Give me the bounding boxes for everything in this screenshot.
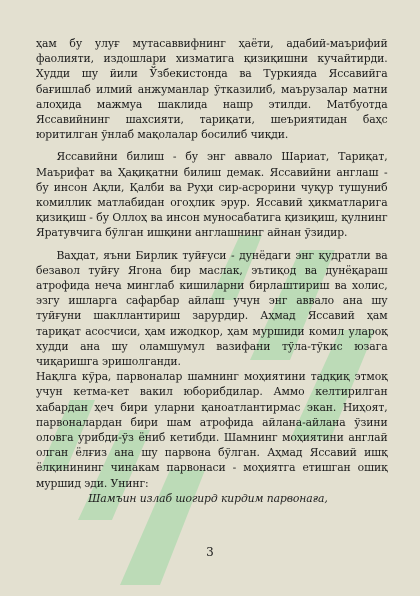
paragraph: ҳам бу улуғ мутасаввифнинг ҳаёти, адабий-маърифий фаолияти, издошлари хизматига қизиқишни кучайтирди. Худди шу йили Ўзбекистонда ва Туркияда Яссавийга бағишлаб илмий анжуманлар ўтказилиб, маърузалар матни алоҳида мажмуа шаклида нашр этилди. Матбуотда Яссавийнинг шахсияти, тариқати, шеъриятидан баҳс юритилган ўнлаб мақолалар босилиб чиқди.	[36, 36, 388, 142]
paragraph: Яссавийни билиш - бу энг аввало Шариат, Тариқат, Маърифат ва Ҳақиқатни билиш демак. Яссавийни англаш - бу инсон Ақли, Қалби ва Руҳи сир-асрорини чуқур тушуниб комиллик матлабидан огоҳлик эрур. Яссавий ҳикматларига қизиқиш - бу Оллоҳ ва инсон муносабатига қизиқиш, қулнинг Яратувчига бўлган ишқини англашнинг айнан ўзидир.	[36, 149, 388, 240]
page-number: 3	[206, 545, 214, 559]
paragraph: Ваҳдат, яъни Бирлик туйғуси - дунёдаги энг қудратли ва безавол туйғу Ягона бир маслак, эътиқод ва дунёқараш атрофида неча минглаб кишиларни бирлаштириш ва холис, эзгу ишларга сафарбар айлаш учун энг аввало ана шу туйғуни шакллантириш зарурдир. Аҳмад Яссавий ҳам тариқат асосчиси, ҳам ижодкор, ҳам муршиди комил улароқ худди ана шу оламшумул вазифани тўла-тўкис юзага чиқаришга эришолганди.	[36, 247, 388, 369]
text-body	[36, 36, 388, 513]
paragraph: Нақлга кўра, парвоналар шамнинг моҳиятини тадқиқ этмоқ учун кетма-кет вакил юборибдилар. Аммо келтирилган хабардан ҳеч бири уларни қаноатлантирмас экан. Ниҳоят, парвоналардан бири шам атрофида айлана-айлана ўзини оловга урибди-ўз ёниб кетибди. Шамнинг моҳиятини англай олган ёлғиз ана шу парвона бўлган. Аҳмад Яссавий ишқ ёлқинининг чинакам парвонаси - моҳиятга етишган ошиқ муршид эди. Унинг:	[36, 369, 388, 490]
verse-line: Шамъин излаб шогирд кирдим парвонаға,	[88, 490, 328, 505]
